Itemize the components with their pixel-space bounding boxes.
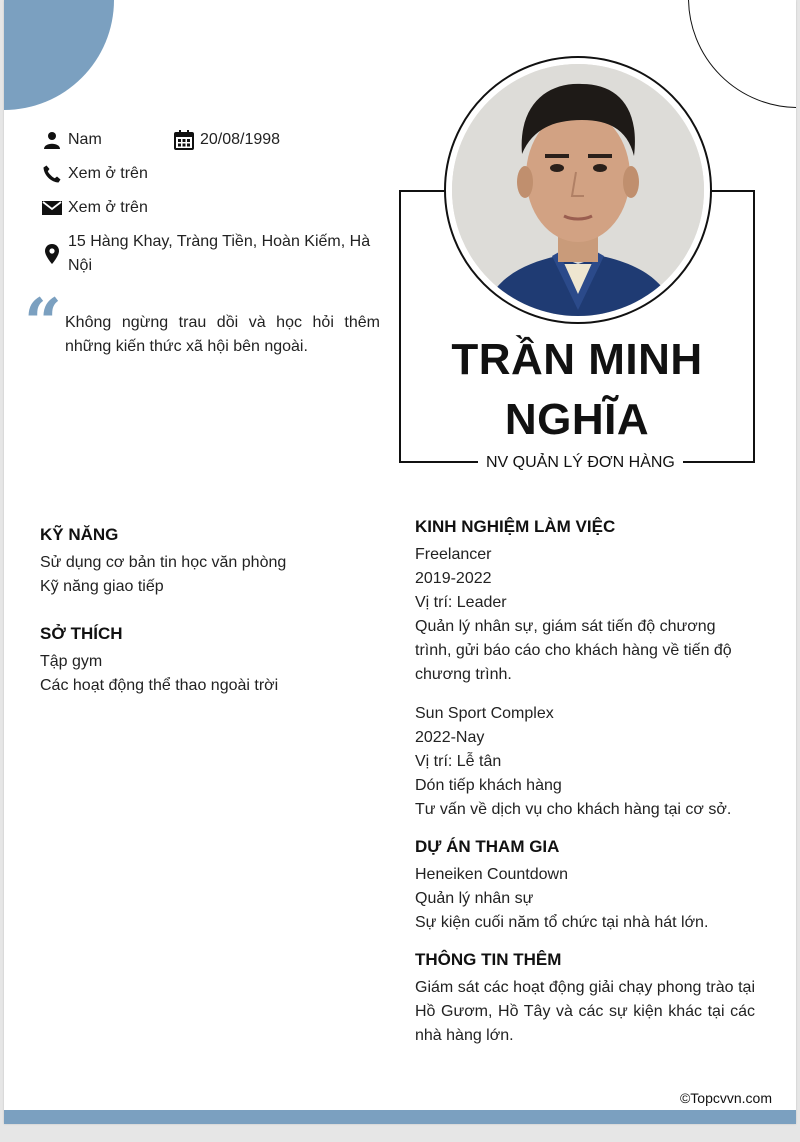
full-name [404,330,750,450]
envelope-icon [42,196,62,220]
job-position: Vị trí: Lễ tân [415,753,502,770]
gender-row [42,128,102,152]
career-objective: Không ngừng trau dồi và học hỏi thêm những kiến thức xã hội bên ngoài. [65,314,380,355]
list-item: Heneiken Countdown [415,866,568,883]
phone-icon [42,162,62,186]
job-title: NV QUẢN LÝ ĐƠN HÀNG [478,452,683,474]
skills-heading: KỸ NĂNG [40,525,119,544]
projects-list [415,863,708,935]
profile-photo [452,64,704,316]
skills-list [40,551,286,599]
list-item: Các hoạt động thể thao ngoài trời [40,677,279,694]
job-detail: Dón tiếp khách hàng [415,777,562,794]
job-detail: Quản lý nhân sự, giám sát tiến độ chương trình, gửi báo cáo cho khách hàng về tiến độ chương trình. [415,618,732,683]
decorative-ring [688,0,796,108]
phone-row [42,162,148,186]
address-row [42,230,372,278]
list-item: Kỹ năng giao tiếp [40,578,164,595]
list-item: Quản lý nhân sự [415,890,534,907]
job-company: Sun Sport Complex [415,705,554,722]
hobbies-heading: SỞ THÍCH [40,624,123,643]
experience-job-2 [415,702,755,822]
job-period: 2022-Nay [415,729,485,746]
hobbies-list [40,650,278,698]
experience-heading: KINH NGHIỆM LÀM VIỆC [415,517,616,536]
gender-value: Nam [68,131,102,148]
email-value: Xem ở trên [68,199,148,216]
projects-heading: DỰ ÁN THAM GIA [415,837,560,856]
job-period: 2019-2022 [415,570,492,587]
extra-info-text: Giám sát các hoạt động giải chạy phong trào tại Hồ Gươm, Hồ Tây và các sự kiện khác tại các nhà hàng lớn. [415,979,755,1044]
list-item: Sự kiện cuối năm tổ chức tại nhà hát lớn. [415,914,709,931]
experience-job-1 [415,543,755,687]
map-pin-icon [42,230,62,278]
name-line-1: TRẦN MINH [451,335,703,384]
list-item: Sử dụng cơ bản tin học văn phòng [40,554,287,571]
bottom-accent-bar [4,1110,796,1124]
phone-value: Xem ở trên [68,165,148,182]
address-value: 15 Hàng Khay, Tràng Tiền, Hoàn Kiếm, Hà Nội [68,233,371,274]
quote-icon: “ [24,284,62,362]
birthdate-row [174,128,280,152]
calendar-icon [174,128,194,152]
person-icon [42,128,62,152]
footer-credit: ©Topcvvn.com [679,1090,772,1106]
list-item: Tập gym [40,653,103,670]
extra-info-heading: THÔNG TIN THÊM [415,950,562,969]
birthdate-value: 20/08/1998 [200,131,281,148]
decorative-quarter-circle [4,0,114,110]
job-company: Freelancer [415,546,492,563]
name-line-2: NGHĨA [504,395,650,444]
job-position: Vị trí: Leader [415,594,507,611]
email-row [42,196,148,220]
cv-page [4,0,796,1124]
job-detail: Tư vấn về dịch vụ cho khách hàng tại cơ sở. [415,801,732,818]
